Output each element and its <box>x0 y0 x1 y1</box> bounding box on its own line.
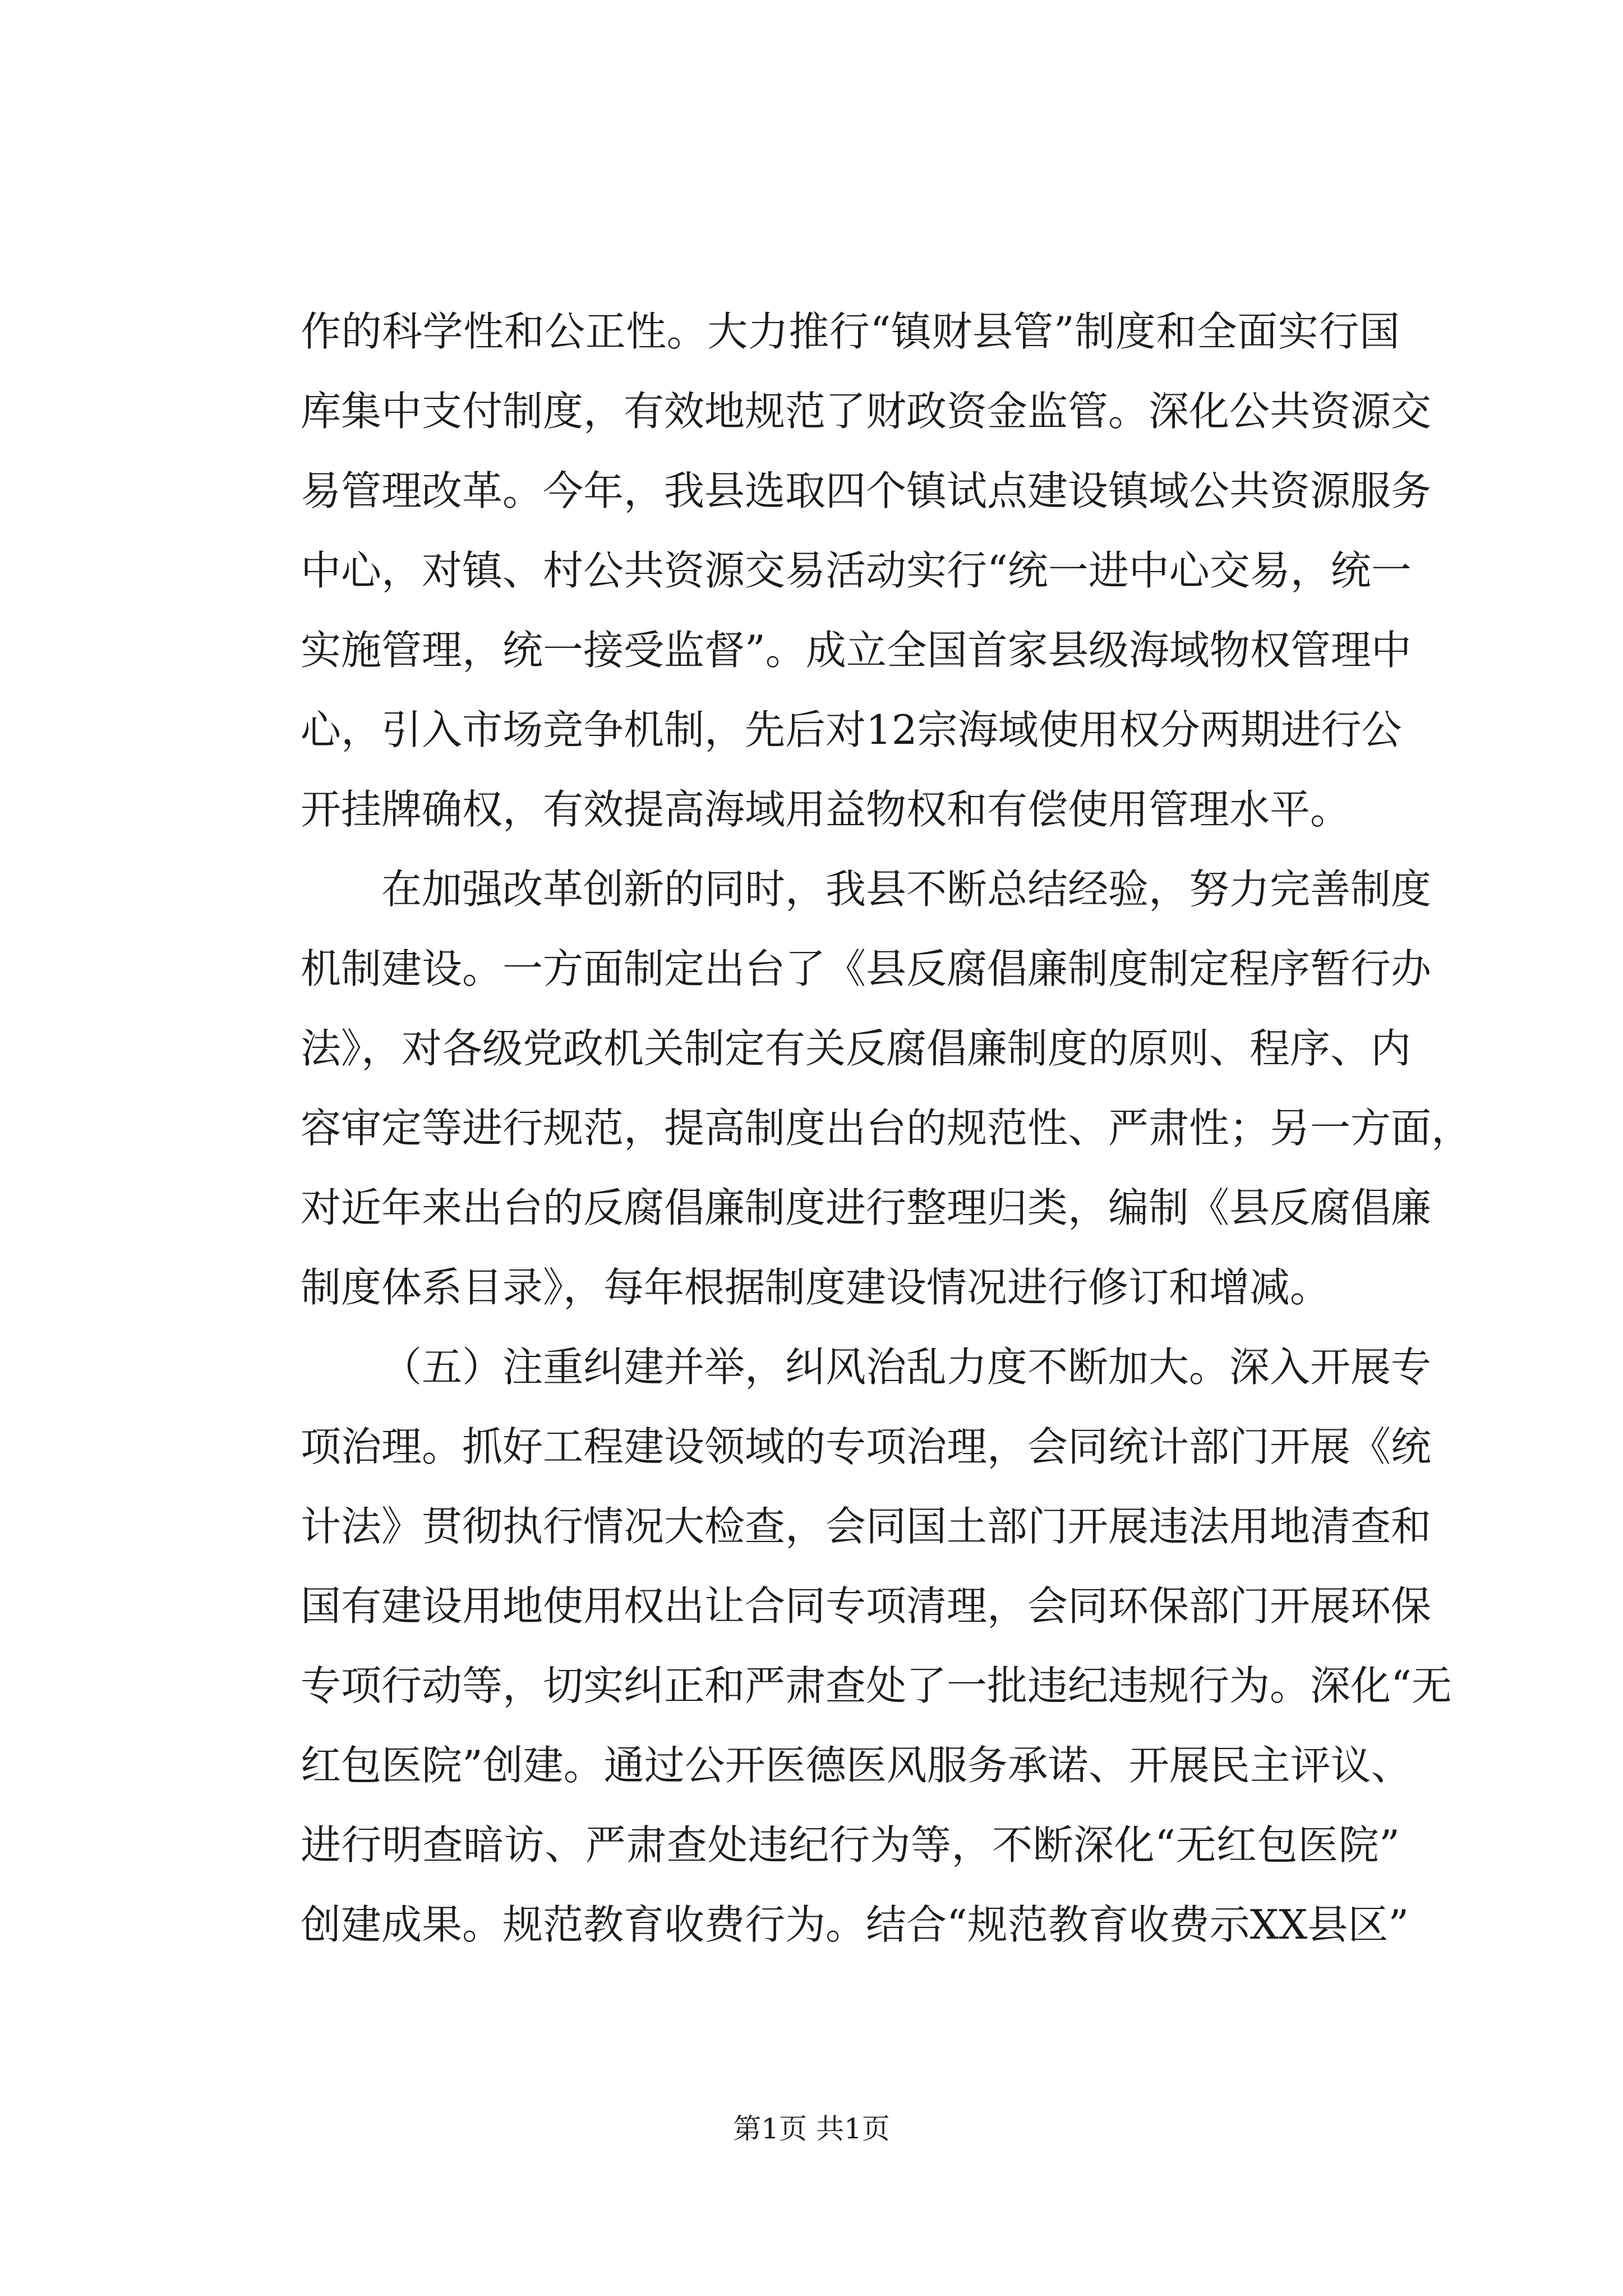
paragraph-2 <box>301 849 1472 1327</box>
page-footer <box>0 2106 1623 2147</box>
text-line: 计法》贯彻执行情况大检查，会同国土部门开展违法用地清查和 <box>301 1503 1432 1550</box>
text-line: 在加强改革创新的同时，我县不断总结经验，努力完善制度 <box>381 866 1432 913</box>
text-line: 专项行动等，切实纠正和严肃查处了一批违纪违规行为。深化“无 <box>301 1662 1452 1709</box>
text-line: 制度体系目录》，每年根据制度建设情况进行修订和增减。 <box>301 1264 1331 1311</box>
text-line: 进行明查暗访、严肃查处违纪行为等，不断深化“无红包医院” <box>301 1821 1400 1869</box>
page-number-label: 第1页 共1页 <box>733 2113 890 2145</box>
text-line: 作的科学性和公正性。大力推行“镇财县管”制度和全面实行国 <box>301 308 1400 355</box>
text-line: （五）注重纠建并举，纠风治乱力度不断加大。深入开展专 <box>381 1343 1432 1391</box>
text-line: 中心，对镇、村公共资源交易活动实行“统一进中心交易，统一 <box>301 547 1412 594</box>
text-line: 项治理。抓好工程建设领域的专项治理，会同统计部门开展《统 <box>301 1423 1432 1470</box>
document-body <box>301 292 1472 1964</box>
text-line: 库集中支付制度，有效地规范了财政资金监管。深化公共资源交 <box>301 388 1432 435</box>
text-line: 法》，对各级党政机关制定有关反腐倡廉制度的原则、程序、内 <box>301 1025 1412 1072</box>
text-line: 容审定等进行规范，提高制度出台的规范性、严肃性；另一方面， <box>301 1105 1472 1152</box>
text-line: 红包医院”创建。通过公开医德医风服务承诺、开展民主评议、 <box>301 1742 1412 1789</box>
text-line: 机制建设。一方面制定出台了《县反腐倡廉制度制定程序暂行办 <box>301 945 1432 992</box>
text-line: 开挂牌确权，有效提高海域用益物权和有偿使用管理水平。 <box>301 786 1351 833</box>
text-line: 对近年来出台的反腐倡廉制度进行整理归类，编制《县反腐倡廉 <box>301 1184 1432 1231</box>
text-line: 心，引入市场竞争机制，先后对12宗海域使用权分两期进行公 <box>301 706 1402 753</box>
text-line: 创建成果。规范教育收费行为。结合“规范教育收费示XX县区” <box>301 1901 1409 1948</box>
paragraph-1 <box>301 292 1432 849</box>
text-line: 国有建设用地使用权出让合同专项清理，会同环保部门开展环保 <box>301 1582 1432 1630</box>
paragraph-3 <box>301 1327 1452 1964</box>
text-line: 易管理改革。今年，我县选取四个镇试点建设镇域公共资源服务 <box>301 467 1432 514</box>
text-line: 实施管理，统一接受监督”。成立全国首家县级海域物权管理中 <box>301 627 1412 674</box>
